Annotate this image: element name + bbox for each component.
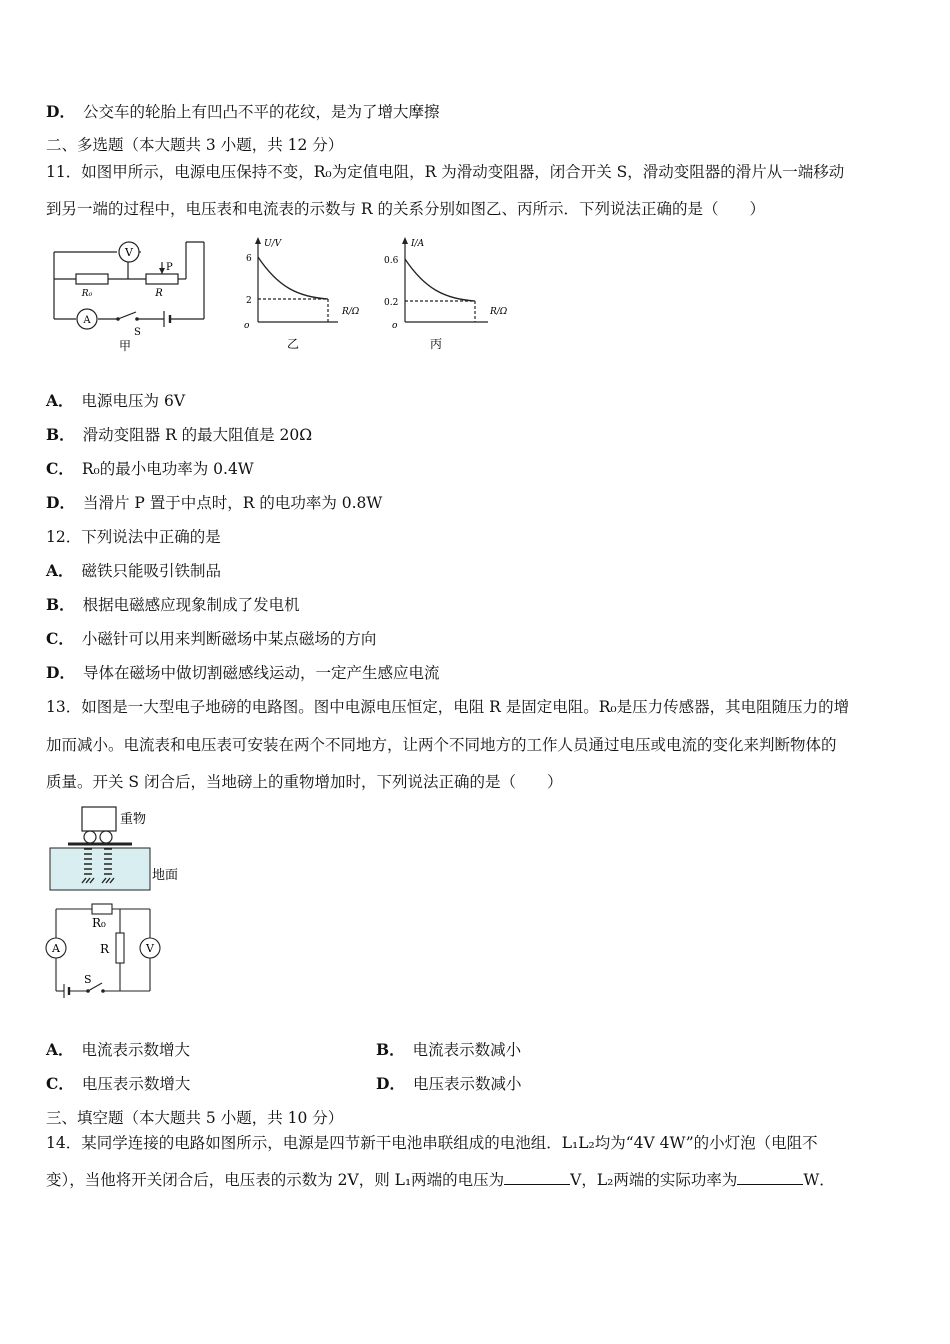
q11-figure-bing bbox=[378, 232, 528, 352]
section-3-title: 三、填空题（本大题共 5 小题，共 10 分） bbox=[46, 1109, 344, 1127]
svg-text:0.2: 0.2 bbox=[384, 298, 399, 308]
section-2-title: 二、多选题（本大题共 3 小题，共 12 分） bbox=[46, 136, 344, 154]
svg-text:6: 6 bbox=[246, 254, 252, 264]
svg-text:R₀: R₀ bbox=[92, 916, 106, 930]
svg-text:o: o bbox=[244, 321, 250, 331]
svg-text:S: S bbox=[134, 327, 141, 338]
q13-stem-line3: 质量。开关 S 闭合后，当地磅上的重物增加时，下列说法正确的是（ ） bbox=[46, 773, 563, 791]
svg-text:R: R bbox=[155, 288, 163, 299]
svg-text:A: A bbox=[52, 942, 60, 955]
svg-text:V: V bbox=[146, 942, 154, 955]
q11-option-c: C． R₀的最小电功率为 0.4W bbox=[46, 459, 254, 478]
q13-stem-line1: 13．如图是一大型电子地磅的电路图。图中电源电压恒定，电阻 R 是固定电阻。R₀是压力传感器，其电阻随压力的增 bbox=[46, 698, 850, 716]
q14-stem-line1: 14．某同学连接的电路如图所示，电源是四节新干电池串联组成的电池组．L₁L₂均为“4V 4W”的小灯泡（电阻不 bbox=[46, 1134, 818, 1152]
q11-figure-yi bbox=[238, 232, 378, 352]
q12-stem: 12．下列说法中正确的是 bbox=[46, 528, 221, 546]
q13-option-c: C． 电压表示数增大 bbox=[46, 1074, 191, 1093]
q11-option-a: A． 电源电压为 6V bbox=[46, 391, 186, 410]
svg-text:P: P bbox=[166, 262, 173, 273]
q13-option-a: A． 电流表示数增大 bbox=[46, 1040, 191, 1059]
svg-text:R/Ω: R/Ω bbox=[342, 307, 360, 317]
svg-text:2: 2 bbox=[246, 296, 252, 306]
q12-option-b: B． 根据电磁感应现象制成了发电机 bbox=[46, 595, 300, 614]
r0-resistor bbox=[76, 274, 108, 284]
q12-option-a: A． 磁铁只能吸引铁制品 bbox=[46, 561, 222, 580]
q10-option-d: D． 公交车的轮胎上有凹凸不平的花纹，是为了增大摩擦 bbox=[46, 102, 440, 121]
svg-text:V: V bbox=[125, 246, 133, 259]
q13-option-b: B． 电流表示数减小 bbox=[376, 1040, 522, 1059]
svg-text:重物: 重物 bbox=[120, 812, 147, 827]
svg-text:地面: 地面 bbox=[152, 868, 179, 883]
q11-option-b: B． 滑动变阻器 R 的最大阻值是 20Ω bbox=[46, 425, 313, 444]
svg-text:R/Ω: R/Ω bbox=[490, 307, 508, 317]
svg-text:o: o bbox=[392, 321, 398, 331]
svg-text:R₀: R₀ bbox=[81, 289, 93, 299]
q13-stem-line2: 加而减小。电流表和电压表可安装在两个不同地方，让两个不同地方的工作人员通过电压或电流的变化来判断物体的 bbox=[46, 736, 837, 754]
q12-option-d: D． 导体在磁场中做切割磁感线运动，一定产生感应电流 bbox=[46, 663, 440, 682]
q11-stem-line2: 到另一端的过程中，电压表和电流表的示数与 R 的关系分别如图乙、丙所示．下列说法正确的是（ ） bbox=[46, 200, 766, 218]
q14-stem-line2: 变），当他将开关闭合后，电压表的示数为 2V，则 L₁两端的电压为 V，L₂两端的实际功率为 W． bbox=[46, 1171, 835, 1189]
svg-text:R: R bbox=[100, 942, 110, 956]
svg-text:甲: 甲 bbox=[118, 339, 132, 353]
q11-figure-jia bbox=[46, 234, 216, 354]
q13-figure bbox=[40, 803, 210, 1003]
q11-option-d: D． 当滑片 P 置于中点时，R 的电功率为 0.8W bbox=[46, 493, 383, 512]
q13-option-d: D． 电压表示数减小 bbox=[376, 1074, 522, 1093]
rheostat bbox=[146, 274, 178, 284]
svg-text:I/A: I/A bbox=[411, 239, 425, 249]
q14-blank-1[interactable] bbox=[504, 1170, 570, 1185]
svg-text:丙: 丙 bbox=[429, 337, 443, 351]
svg-text:U/V: U/V bbox=[264, 239, 282, 249]
weight-block bbox=[82, 807, 116, 831]
q14-blank-2[interactable] bbox=[737, 1170, 803, 1185]
svg-text:乙: 乙 bbox=[286, 337, 300, 351]
q12-option-c: C． 小磁针可以用来判断磁场中某点磁场的方向 bbox=[46, 629, 377, 648]
svg-text:S: S bbox=[84, 973, 92, 986]
svg-text:0.6: 0.6 bbox=[384, 256, 399, 266]
q11-stem-line1: 11．如图甲所示，电源电压保持不变，R₀为定值电阻，R 为滑动变阻器，闭合开关 S，滑动变阻器的滑片从一端移动 bbox=[46, 163, 845, 181]
svg-text:A: A bbox=[83, 315, 91, 326]
